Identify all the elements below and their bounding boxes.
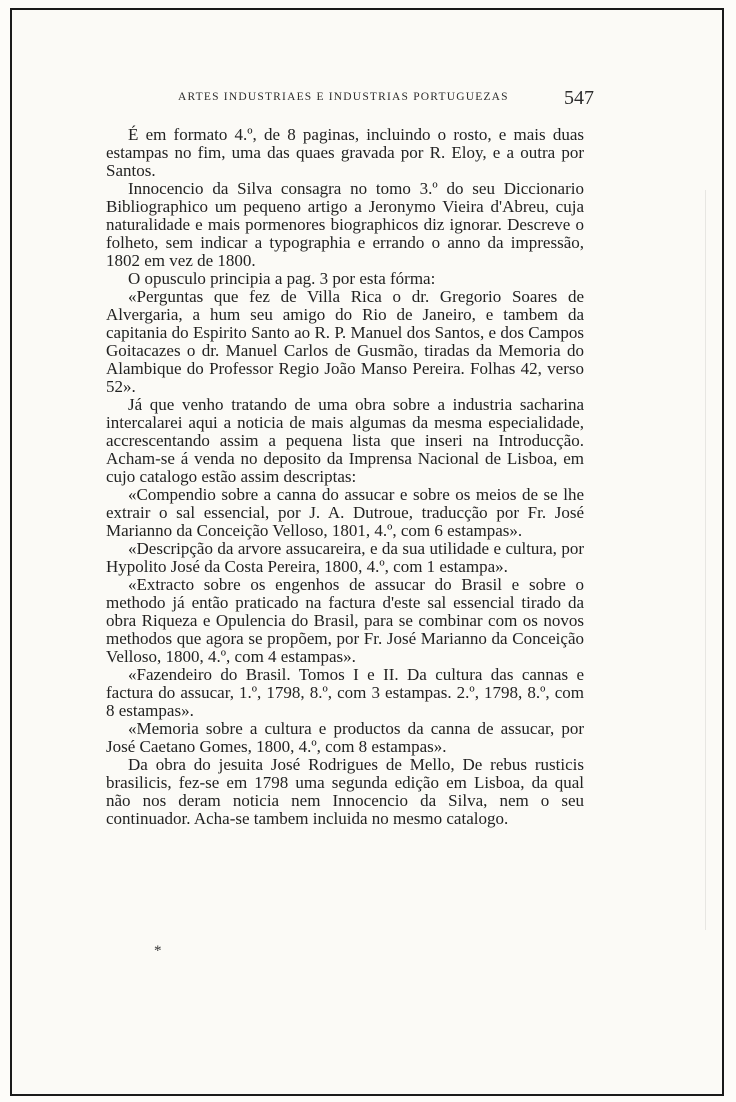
paragraph: «Fazendeiro do Brasil. Tomos I e II. Da cultura das cannas e factura do assucar, 1.º, 1798, 8.º, com 3 estampas. 2.º, 1798, 8.º, com 8 estampas». (106, 665, 584, 720)
body-text (106, 126, 584, 828)
paragraph: «Perguntas que fez de Villa Rica o dr. Gregorio Soares de Alvergaria, a hum seu amigo do Rio de Janeiro, e tambem da capitania do Espirito Santo ao R. P. Manuel dos Santos, e dos Campos Goitacazes o dr. Manuel Carlos de Gusmão, tiradas da Memoria do Alambique do Professor Regio João Manso Pereira. Folhas 42, verso 52». (106, 287, 584, 396)
paragraph: Já que venho tratando de uma obra sobre a industria sacharina intercalarei aqui a noticia de mais algumas da mesma especialidade, accrescentando assim a pequena lista que inseri na Introducção. Acham-se á venda no deposito da Imprensa Nacional de Lisboa, em cujo catalogo estão assim descriptas: (106, 395, 584, 486)
paragraph: O opusculo principia a pag. 3 por esta fórma: (128, 269, 436, 288)
section-ornament: * (154, 943, 162, 959)
paragraph: «Extracto sobre os engenhos de assucar do Brasil e sobre o methodo já então praticado na factura d'este sal essencial tirado da obra Riqueza e Opulencia do Brasil, para se combinar com os novos methodos que agora se propõem, por Fr. José Marianno da Conceição Velloso, 1800, 4.º, com 4 estampas». (106, 575, 584, 666)
page-edge-shadow (705, 190, 706, 930)
paragraph: Innocencio da Silva consagra no tomo 3.º do seu Diccionario Bibliographico um pequeno artigo a Jeronymo Vieira d'Abreu, cuja naturalidade e mais pormenores biographicos diz ignorar. Descreve o folheto, sem indicar a typographia e errando o anno da impressão, 1802 em vez de 1800. (106, 179, 584, 270)
paragraph: Da obra do jesuita José Rodrigues de Mello, De rebus rusticis brasilicis, fez-se em 1798 uma segunda edição em Lisboa, da qual não nos deram noticia nem Innocencio da Silva, nem o seu continuador. Acha-se tambem incluida no mesmo catalogo. (106, 755, 584, 828)
paragraph: É em formato 4.º, de 8 paginas, incluindo o rosto, e mais duas estampas no fim, uma das quaes gravada por R. Eloy, e a outra por Santos. (106, 125, 584, 180)
running-title: ARTES INDUSTRIAES E INDUSTRIAS PORTUGUEZAS (178, 91, 509, 103)
page-number: 547 (564, 87, 594, 109)
paragraph: «Memoria sobre a cultura e productos da canna de assucar, por José Caetano Gomes, 1800, 4.º, com 8 estampas». (106, 719, 584, 756)
paragraph: «Compendio sobre a canna do assucar e sobre os meios de se lhe extrair o sal essencial, por J. A. Dutroue, traducção por Fr. José Marianno da Conceição Velloso, 1801, 4.º, com 6 estampas». (106, 485, 584, 540)
paragraph: «Descripção da arvore assucareira, e da sua utilidade e cultura, por Hypolito José da Costa Pereira, 1800, 4.º, com 1 estampa». (106, 539, 584, 576)
